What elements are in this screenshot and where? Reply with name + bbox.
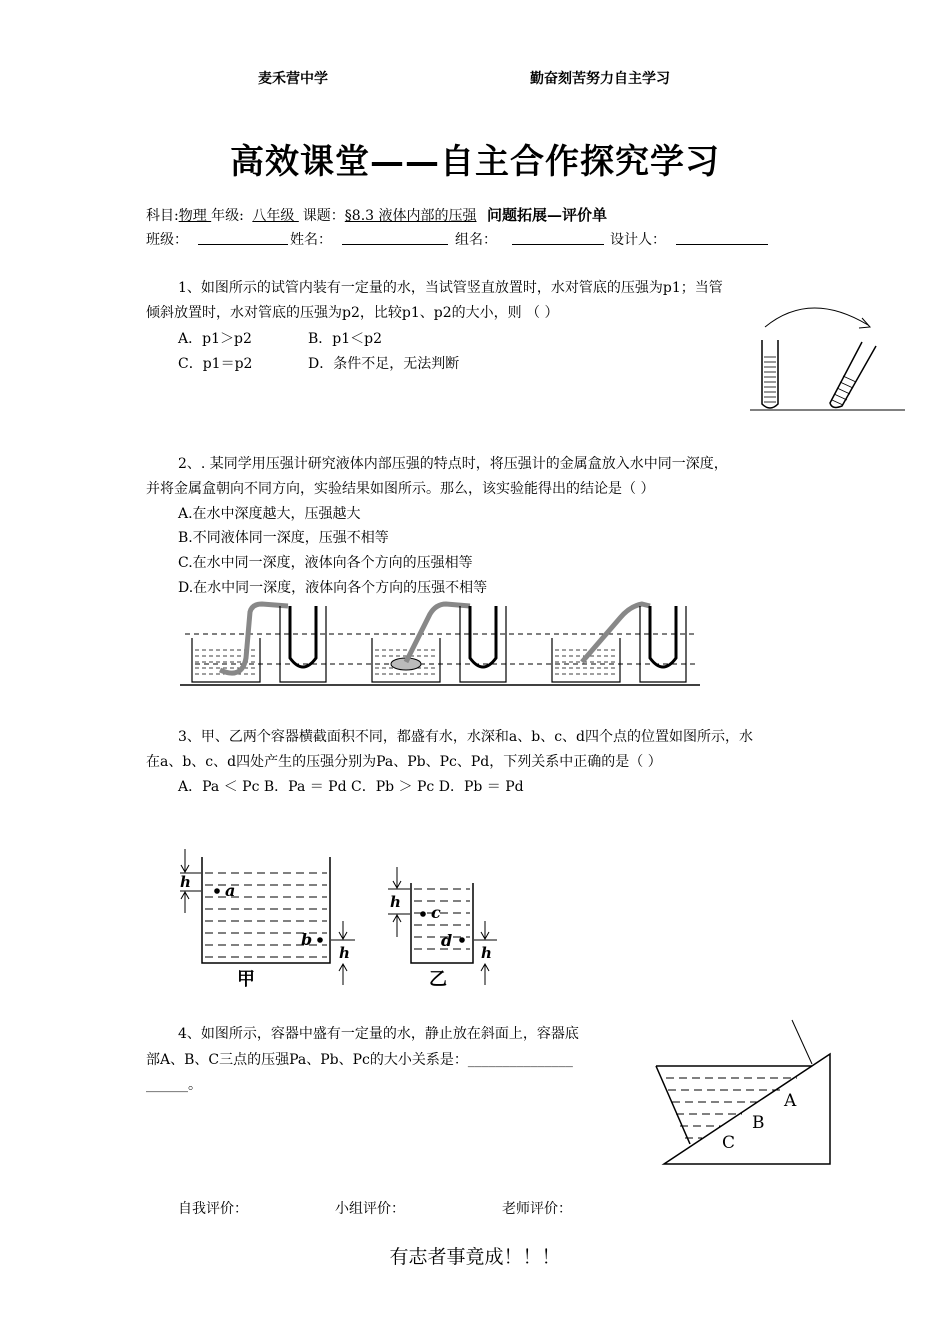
point-b-marker [317, 937, 323, 943]
info-line [146, 204, 607, 225]
q2-option-a: A.在水中深度越大，压强越大 [178, 506, 361, 522]
container-jia-label: 甲 [237, 969, 255, 990]
topic-label: 课题： [302, 208, 345, 224]
q4-line2: 部A、B、C三点的压强Pa、Pb、Pc的大小关系是：_______________ [146, 1052, 573, 1068]
sheet-title: 问题拓展—评价单 [486, 206, 607, 224]
page-title: 高效课堂——自主合作探究学习 [230, 142, 720, 182]
q2-line2: 并将金属盒朝向不同方向，实验结果如图所示。那么，该实验能得出的结论是（ ） [146, 481, 655, 497]
subject-label: 科目: [146, 208, 179, 224]
grade-label: 年级: [211, 208, 244, 224]
manometer-figure [180, 598, 700, 690]
topic-value: §8.3 液体内部的压强 [344, 208, 477, 224]
test-tube-figure [750, 300, 910, 415]
q1-line2: 倾斜放置时，水对管底的压强为p2，比较p1、p2的大小，则 （ ） [146, 305, 559, 321]
q2-option-b: B.不同液体同一深度，压强不相等 [178, 530, 389, 546]
q1-option-c: C．p1＝p2 [178, 356, 253, 372]
q1-line1: 1、如图所示的试管内装有一定量的水，当试管竖直放置时，水对管底的压强为p1；当管 [178, 280, 723, 296]
q2-option-c: C.在水中同一深度，液体向各个方向的压强相等 [178, 555, 473, 571]
containers-figure [175, 845, 515, 990]
point-A-label: A [784, 1091, 797, 1111]
self-evaluation-label: 自我评价： [178, 1201, 248, 1217]
q3-options: A．Pa ＜ Pc B．Pa ＝ Pd C．Pb ＞ Pc D．Pb ＝ Pd [178, 779, 524, 795]
point-B-label: B [752, 1113, 765, 1133]
point-d-label: d [441, 931, 453, 950]
name-label: 姓名： [290, 232, 332, 248]
depth-label-h: h [481, 944, 492, 962]
class-blank[interactable] [198, 244, 288, 245]
q1-option-a: A．p1＞p2 [178, 331, 252, 347]
school-name: 麦禾营中学 [258, 71, 328, 87]
q3-line2: 在a、b、c、d四处产生的压强分别为Pa、Pb、Pc、Pd，下列关系中正确的是（ ） [146, 754, 662, 770]
teacher-evaluation-label: 老师评价： [502, 1201, 572, 1217]
container-yi-label: 乙 [429, 969, 447, 990]
q1-option-b: B．p1＜p2 [308, 331, 383, 347]
designer-blank[interactable] [676, 244, 768, 245]
point-a-label: a [225, 881, 236, 900]
depth-label-h: h [390, 893, 401, 911]
depth-label-h: h [180, 873, 191, 891]
point-c-marker [420, 911, 426, 917]
header-slogan: 勤奋刻苦努力自主学习 [530, 71, 670, 87]
q2-line1: 2、. 某同学用压强计研究液体内部压强的特点时，将压强计的金属盒放入水中同一深度， [178, 456, 728, 472]
point-d-marker [459, 937, 465, 943]
point-a-marker [214, 888, 220, 894]
group-blank[interactable] [512, 244, 604, 245]
point-C-label: C [722, 1133, 736, 1153]
q2-option-d: D.在水中同一深度，液体向各个方向的压强不相等 [178, 580, 488, 596]
point-c-label: c [431, 903, 441, 922]
subject-value: 物理 [178, 208, 212, 224]
motto: 有志者事竟成！！！ [389, 1246, 561, 1268]
q1-option-d: D．条件不足，无法判断 [308, 356, 460, 372]
designer-label: 设计人： [610, 232, 666, 248]
group-label: 组名： [455, 232, 497, 248]
point-b-label: b [301, 930, 313, 949]
incline-container-figure [652, 1018, 842, 1168]
depth-label-h: h [339, 944, 350, 962]
group-evaluation-label: 小组评价： [335, 1201, 405, 1217]
q4-line3: ______。 [146, 1077, 202, 1093]
grade-value: 八年级 [252, 208, 299, 224]
name-blank[interactable] [342, 244, 448, 245]
student-info-line [146, 229, 188, 249]
q4-line1: 4、如图所示，容器中盛有一定量的水，静止放在斜面上，容器底 [178, 1026, 579, 1042]
q3-line1: 3、甲、乙两个容器横截面积不同，都盛有水，水深和a、b、c、d四个点的位置如图所示，水 [178, 729, 754, 745]
class-label: 班级： [146, 232, 188, 248]
